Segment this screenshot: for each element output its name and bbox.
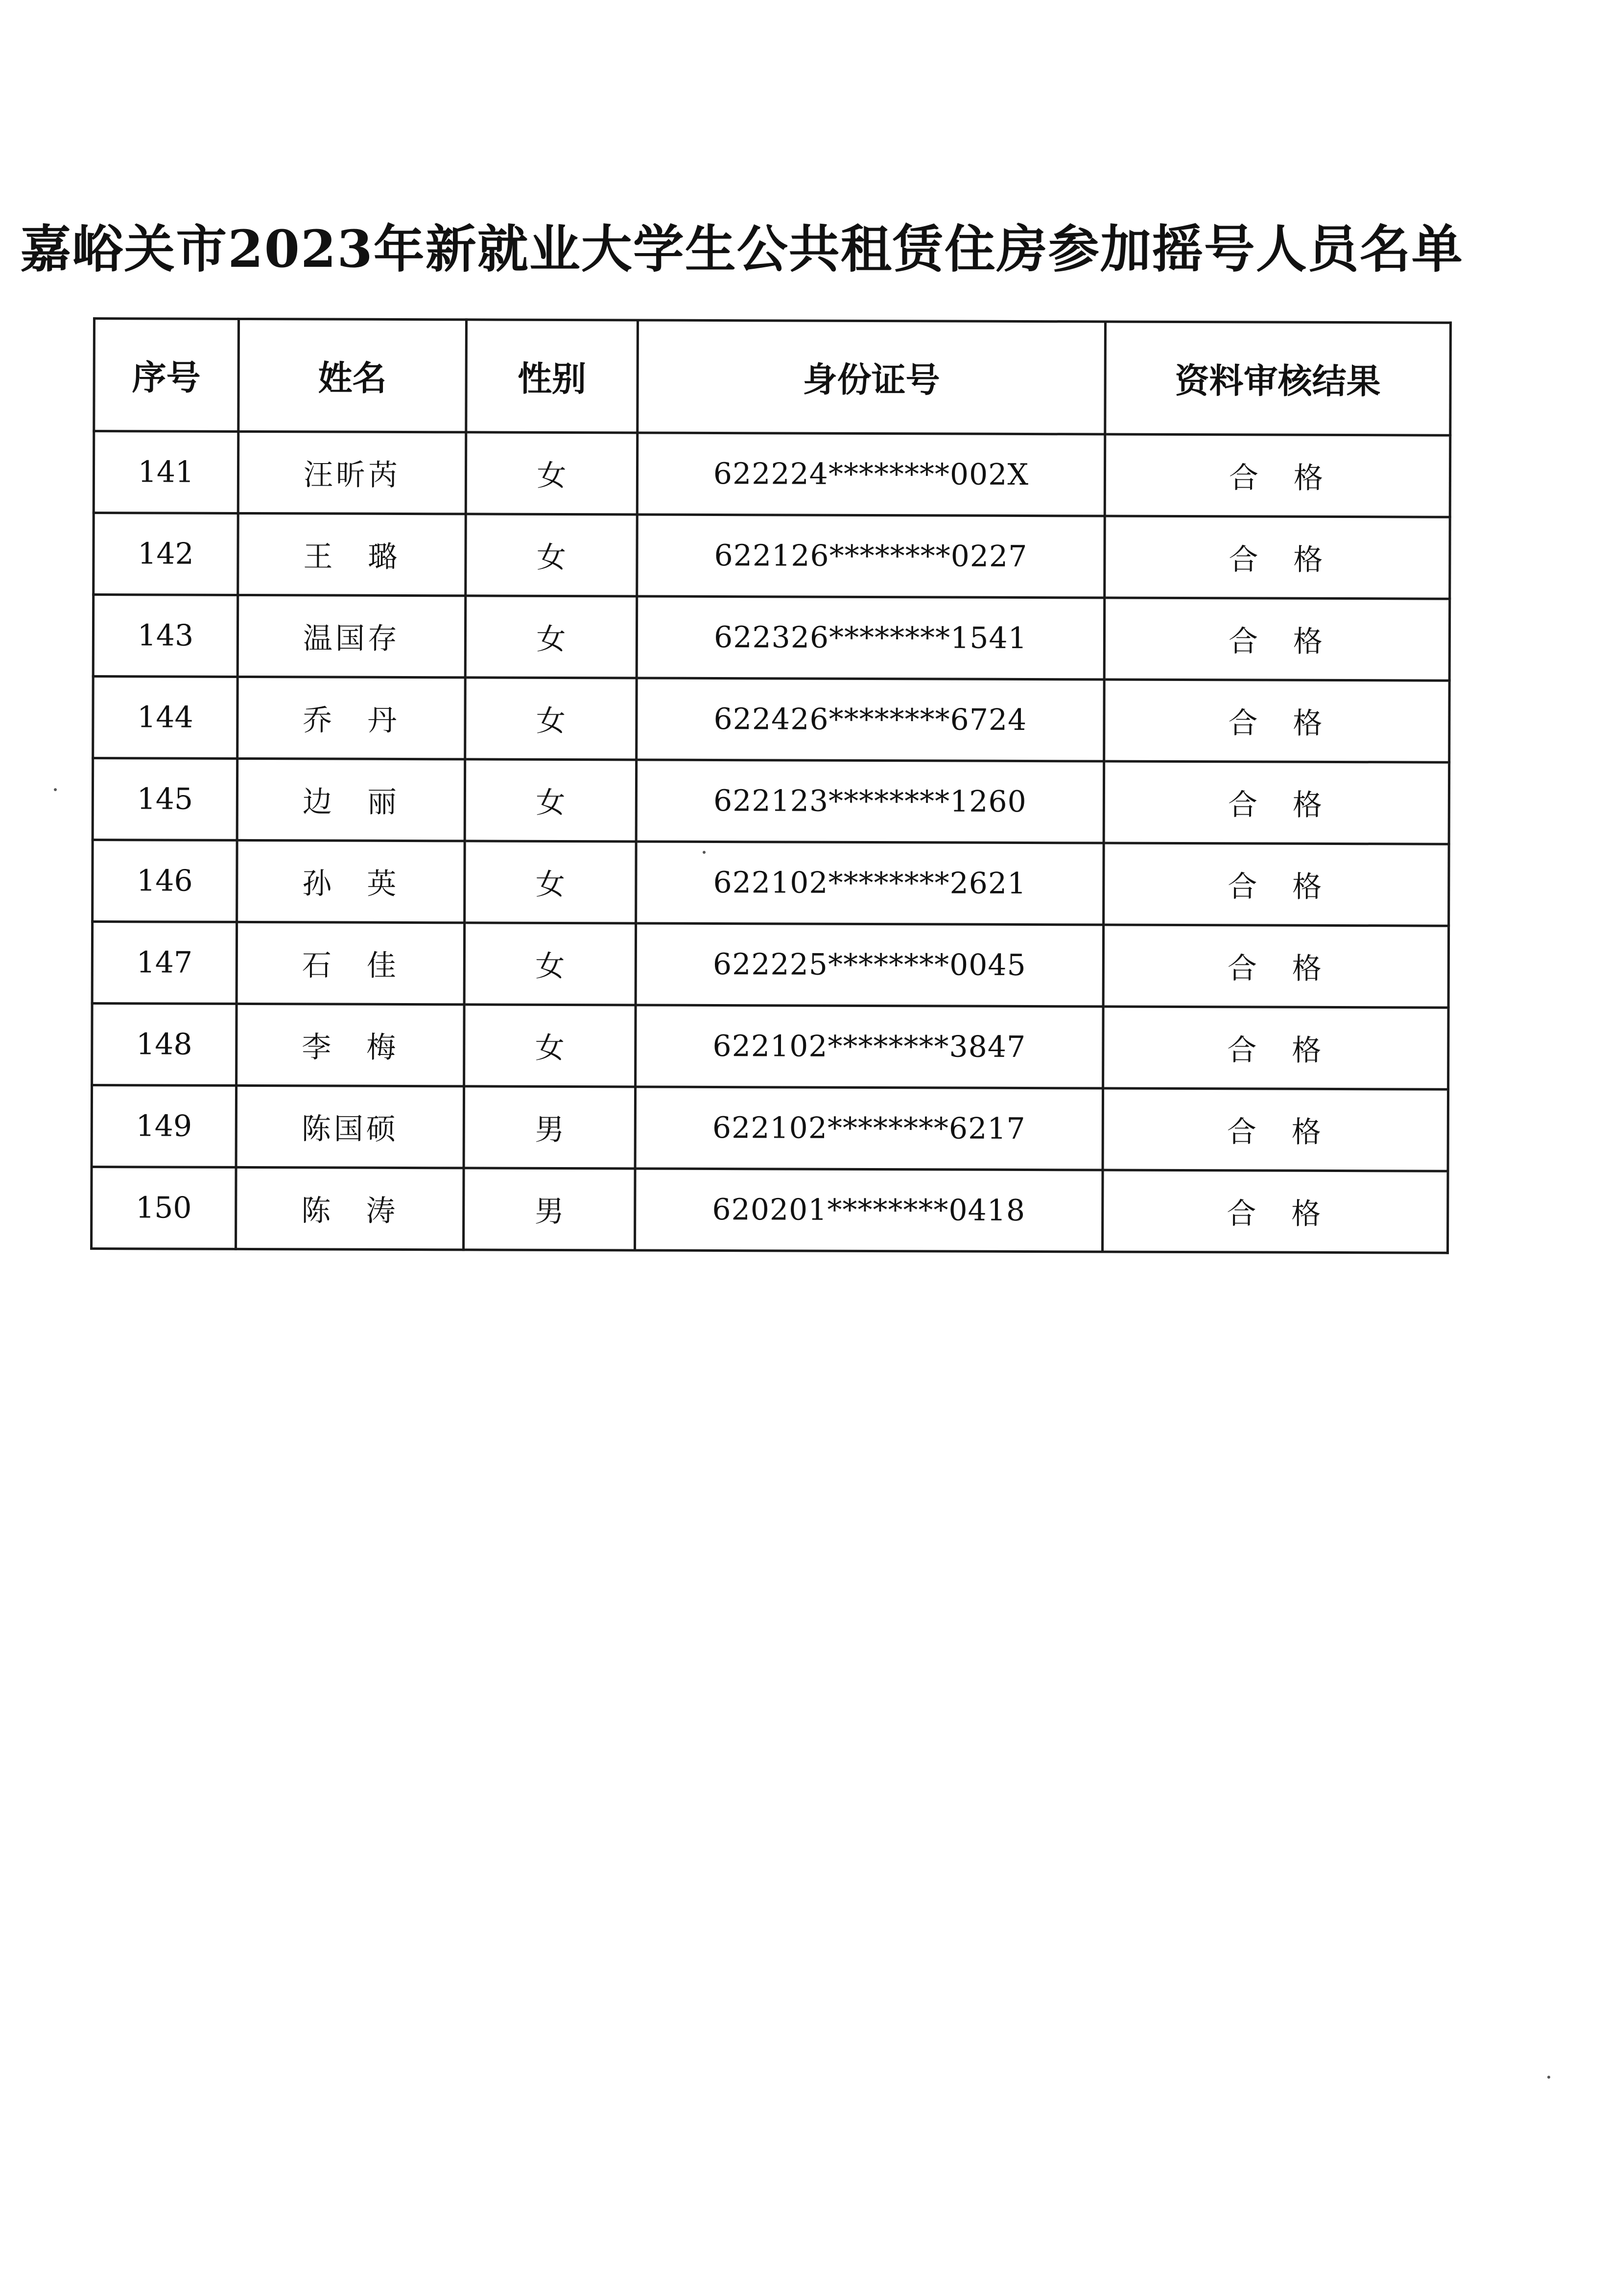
scan-speck (54, 788, 57, 791)
cell-review-result: 合 格 (1104, 761, 1449, 844)
cell-gender: 女 (465, 678, 637, 760)
cell-name: 石 佳 (237, 922, 465, 1004)
cell-name: 陈国硕 (236, 1085, 464, 1168)
table-row (92, 1167, 1448, 1253)
cell-gender: 女 (465, 596, 637, 678)
table-row (93, 840, 1449, 926)
cell-seq: 149 (92, 1085, 237, 1168)
cell-name: 王 璐 (238, 513, 466, 595)
table-row (92, 922, 1449, 1008)
header-review-result: 资料审核结果 (1105, 322, 1451, 435)
cell-id-number: 622126********0227 (637, 515, 1105, 598)
cell-review-result: 合 格 (1105, 434, 1450, 517)
cell-name: 乔 丹 (237, 677, 466, 759)
cell-id-number: 622102********6217 (635, 1087, 1103, 1170)
cell-seq: 143 (93, 595, 238, 677)
table-row (93, 677, 1450, 763)
cell-gender: 女 (464, 1005, 636, 1087)
cell-id-number: 622326********1541 (637, 596, 1105, 679)
scan-speck (703, 851, 706, 854)
cell-id-number: 622224********002X (637, 433, 1105, 516)
table-row (94, 431, 1450, 517)
cell-review-result: 合 格 (1104, 843, 1449, 926)
cell-name: 边 丽 (237, 758, 465, 841)
cell-id-number: 620201********0418 (635, 1169, 1103, 1252)
cell-seq: 147 (92, 922, 237, 1004)
cell-gender: 女 (465, 841, 637, 923)
cell-gender: 女 (466, 514, 638, 596)
scan-speck (1547, 2076, 1550, 2079)
cell-id-number: 622102********3847 (636, 1005, 1104, 1088)
table-row (92, 1004, 1449, 1090)
cell-name: 陈 涛 (236, 1167, 464, 1249)
cell-review-result: 合 格 (1103, 1170, 1448, 1253)
cell-name: 温国存 (237, 595, 466, 677)
cell-name: 李 梅 (237, 1004, 465, 1086)
cell-id-number: 622102********2621 (636, 842, 1104, 925)
cell-gender: 女 (466, 432, 638, 515)
cell-id-number: 622426********6724 (637, 678, 1105, 761)
cell-seq: 145 (93, 758, 237, 841)
cell-review-result: 合 格 (1105, 516, 1450, 599)
table-row (93, 595, 1450, 681)
cell-gender: 男 (464, 1168, 636, 1250)
cell-name: 汪昕芮 (238, 431, 466, 514)
cell-seq: 141 (94, 431, 238, 514)
header-id-number: 身份证号 (638, 320, 1106, 434)
cell-review-result: 合 格 (1104, 679, 1450, 762)
cell-gender: 男 (464, 1086, 636, 1169)
page-title: 嘉峪关市2023年新就业大学生公共租赁住房参加摇号人员名单 (20, 219, 1464, 279)
cell-seq: 142 (94, 513, 238, 595)
cell-gender: 女 (464, 923, 636, 1005)
cell-id-number: 622123********1260 (636, 760, 1104, 843)
table-header-row (94, 319, 1451, 436)
header-gender: 性别 (466, 320, 638, 433)
header-seq: 序号 (94, 319, 239, 432)
cell-name: 孙 英 (237, 840, 465, 922)
table-row (94, 513, 1450, 599)
cell-seq: 144 (93, 677, 238, 759)
cell-seq: 150 (92, 1167, 237, 1249)
table-row (92, 1085, 1448, 1171)
cell-review-result: 合 格 (1103, 925, 1449, 1007)
cell-review-result: 合 格 (1103, 1007, 1449, 1089)
table-row (93, 758, 1449, 844)
cell-review-result: 合 格 (1103, 1088, 1448, 1171)
cell-seq: 146 (93, 840, 237, 922)
cell-review-result: 合 格 (1104, 598, 1450, 680)
roster-table (90, 317, 1452, 1254)
cell-seq: 148 (92, 1004, 237, 1086)
cell-id-number: 622225********0045 (636, 923, 1104, 1007)
cell-gender: 女 (465, 759, 637, 842)
header-name: 姓名 (238, 319, 467, 432)
